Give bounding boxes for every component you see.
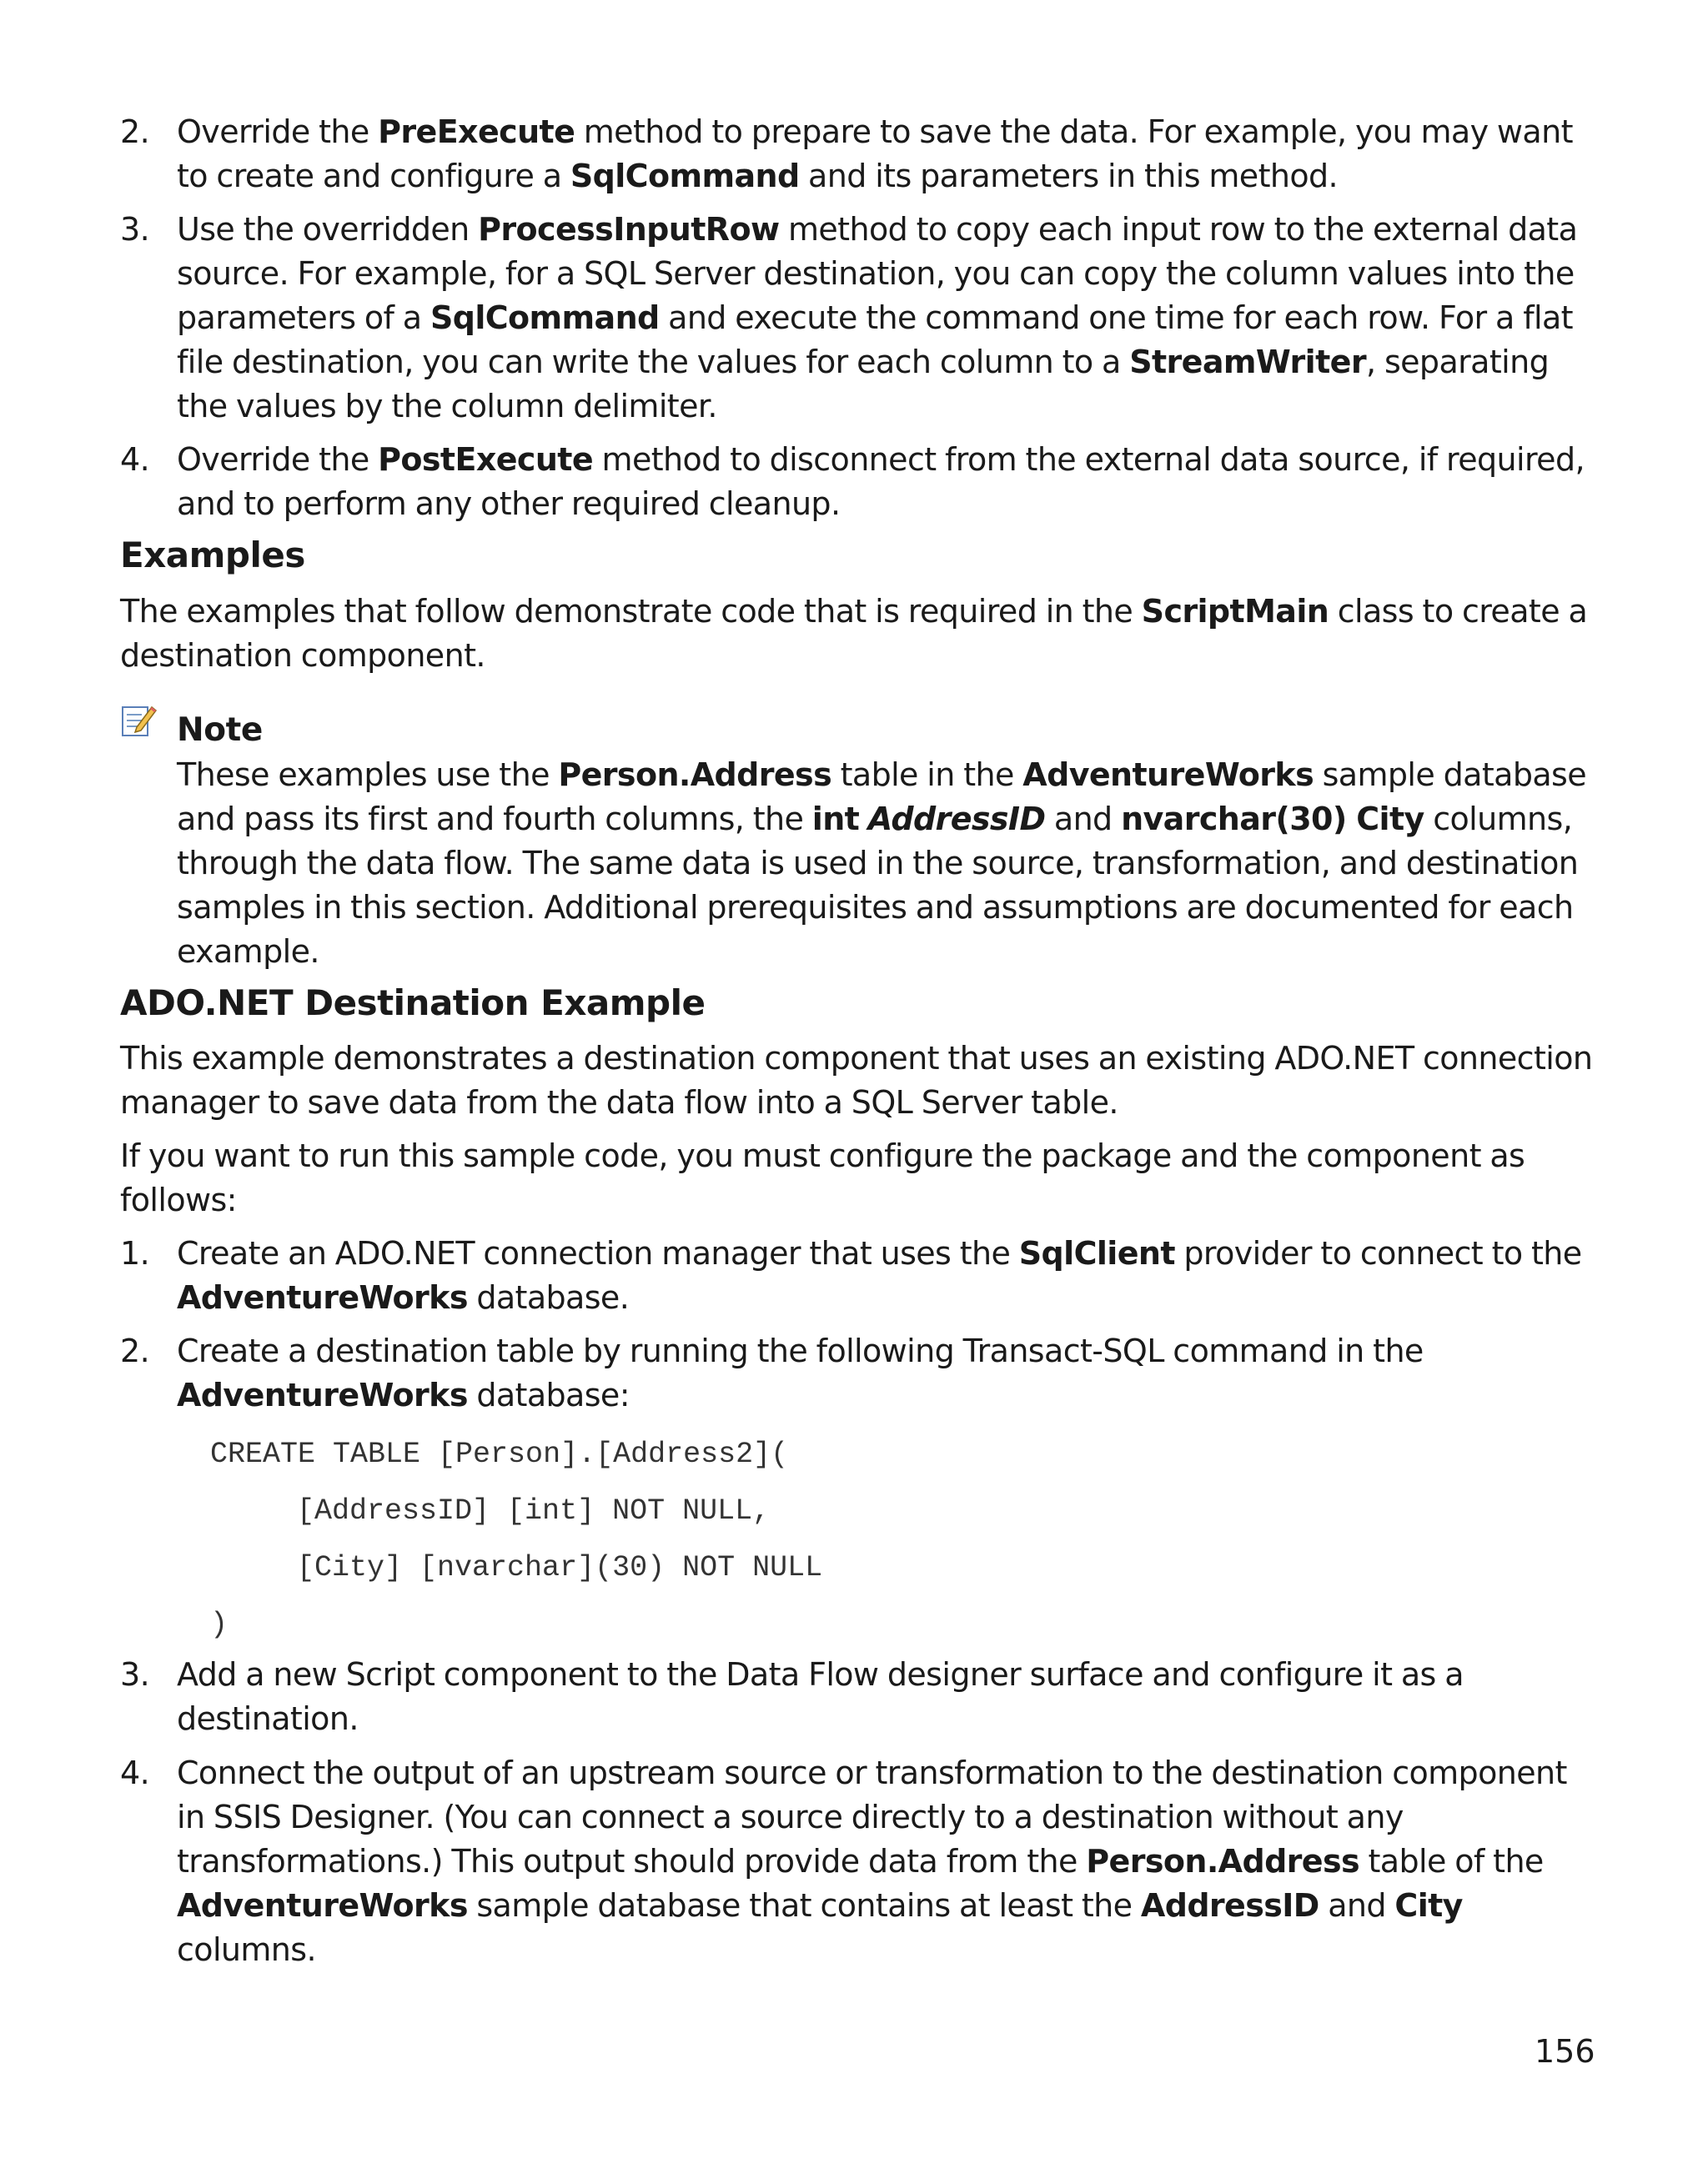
step-number: 4. — [120, 1755, 150, 1791]
bold-term: SqlClient — [1018, 1235, 1175, 1272]
step-paragraph: Override the PreExecute method to prepare to save the data. For example, you may want to create and configure a SqlCommand and its parameters in this method. — [177, 113, 1573, 194]
bold-term: int — [811, 801, 860, 837]
bold-term: AdventureWorks — [1022, 756, 1314, 793]
step-number: 3. — [120, 1656, 150, 1693]
bold-term: AdventureWorks — [177, 1887, 468, 1924]
step-paragraph: Add a new Script component to the Data Flow designer surface and configure it as a destination. — [177, 1656, 1464, 1737]
bold-term: AdventureWorks — [177, 1279, 468, 1316]
bold-term: nvarchar(30) City — [1121, 801, 1424, 837]
bold-term: Person.Address — [1086, 1843, 1360, 1880]
bold-term: AddressID — [1140, 1887, 1319, 1924]
code-line: CREATE TABLE [Person].[Address2]( — [210, 1438, 789, 1471]
bold-term: Person.Address — [558, 756, 832, 793]
bold-term: StreamWriter — [1129, 344, 1366, 380]
bold-term: SqlCommand — [430, 299, 660, 336]
page-number: 156 — [1535, 2033, 1595, 2070]
step-number: 3. — [120, 211, 150, 248]
section-heading-adonet: ADO.NET Destination Example — [120, 982, 706, 1023]
adonet-intro-paragraph: This example demonstrates a destination component that uses an existing ADO.NET connection manager to save data from the data flow into a SQL Server table. — [120, 1040, 1593, 1121]
bold-term: AdventureWorks — [177, 1377, 468, 1413]
bold-term: SqlCommand — [570, 158, 800, 194]
bold-term: PostExecute — [378, 441, 594, 478]
step-number: 2. — [120, 1333, 150, 1369]
step-number: 2. — [120, 113, 150, 150]
code-line: [City] [nvarchar](30) NOT NULL — [227, 1551, 823, 1584]
step-paragraph: Create an ADO.NET connection manager that uses the SqlClient provider to connect to the AdventureWorks database. — [177, 1235, 1582, 1316]
bold-term: ScriptMain — [1141, 593, 1329, 630]
section-heading-examples: Examples — [120, 535, 305, 575]
step-number: 1. — [120, 1235, 150, 1272]
code-line: ) — [210, 1608, 229, 1641]
bold-italic-term: AddressID — [867, 801, 1046, 837]
examples-intro-paragraph: The examples that follow demonstrate code that is required in the ScriptMain class to create a destination component. — [120, 593, 1588, 674]
bold-term: PreExecute — [378, 113, 575, 150]
bold-term: City — [1394, 1887, 1463, 1924]
note-icon — [120, 702, 157, 739]
bold-term: ProcessInputRow — [478, 211, 780, 248]
step-paragraph: Create a destination table by running the following Transact-SQL command in the AdventureWorks database: — [177, 1333, 1424, 1413]
note-paragraph: These examples use the Person.Address table in the AdventureWorks sample database and pass its first and fourth columns, the int AddressID and nvarchar(30) City columns, through the data flow. The same data is used in the source, transformation, and destination samples in this section. Additional prerequisites and assumptions are documented for each example. — [177, 756, 1587, 970]
step-paragraph: Use the overridden ProcessInputRow method to copy each input row to the external data source. For example, for a SQL Server destination, you can copy the column values into the parameters of a SqlCommand and execute the command one time for each row. For a flat file destination, you can write the values for each column to a StreamWriter, separating the values by the column delimiter. — [177, 211, 1578, 424]
step-number: 4. — [120, 441, 150, 478]
code-line: [AddressID] [int] NOT NULL, — [227, 1494, 771, 1528]
adonet-config-paragraph: If you want to run this sample code, you must configure the package and the component as follows: — [120, 1137, 1525, 1218]
step-paragraph: Override the PostExecute method to disconnect from the external data source, if required, and to perform any other required cleanup. — [177, 441, 1585, 522]
note-title: Note — [177, 711, 263, 749]
step-paragraph: Connect the output of an upstream source or transformation to the destination component in SSIS Designer. (You can connect a source directly to a destination without any transformations.) This output should provide data from the Person.Address table of the AdventureWorks sample database that contains at least the AddressID and City columns. — [177, 1755, 1567, 1968]
